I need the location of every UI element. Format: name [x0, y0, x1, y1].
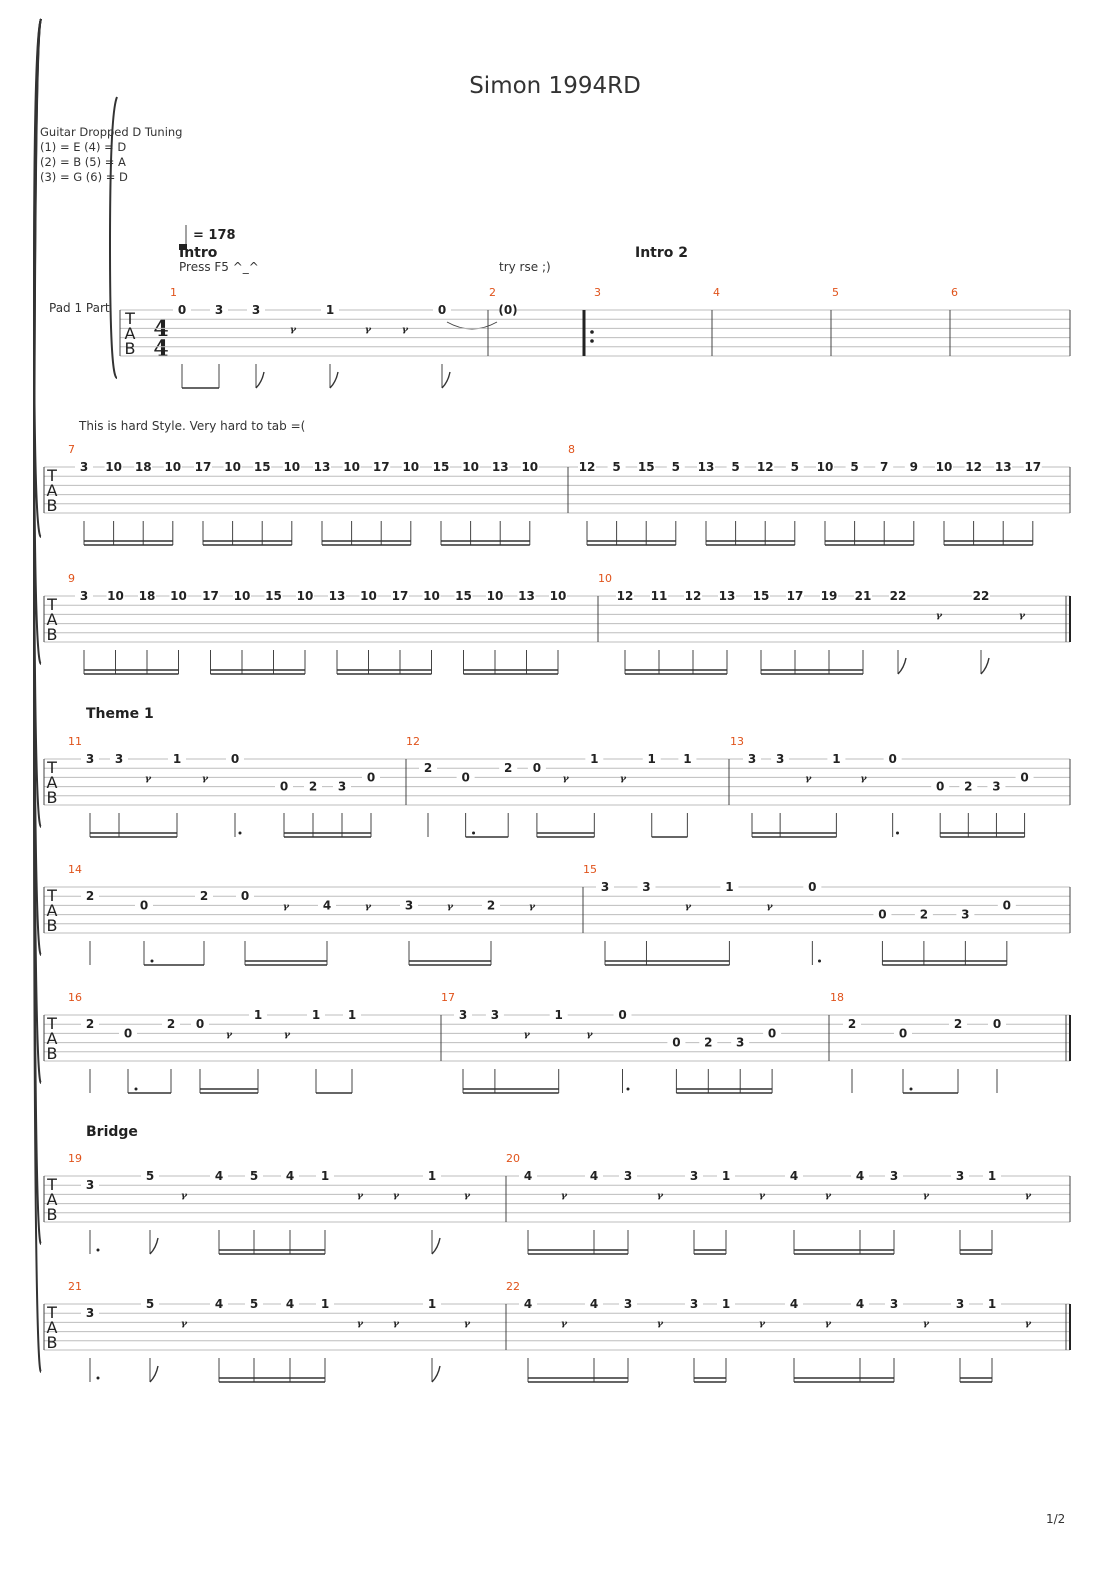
fret-number: 9: [909, 460, 918, 474]
fret-number: 3: [251, 303, 261, 317]
rest-symbol: ᵞ: [392, 1317, 400, 1336]
fret-number: 1: [427, 1169, 437, 1183]
fret-number: 19: [820, 589, 838, 603]
fret-number: 13: [518, 589, 535, 603]
page-number: 1/2: [1046, 1512, 1066, 1526]
tab-letter: T: [47, 595, 57, 614]
fret-number: 17: [194, 460, 212, 474]
tab-letter: B: [46, 625, 58, 644]
tab-letter: B: [46, 788, 58, 807]
fret-number: 10: [296, 589, 314, 603]
fret-number: 10: [343, 460, 360, 474]
rest-symbol: ᵞ: [758, 1189, 766, 1208]
fret-number: 1: [427, 1297, 437, 1311]
fret-number: 13: [328, 589, 346, 603]
fret-number: 3: [747, 752, 757, 766]
note-flag: [330, 372, 338, 388]
measure-number: 17: [441, 991, 455, 1004]
rest-symbol: ᵞ: [446, 900, 454, 919]
fret-number: 1: [725, 880, 734, 894]
fret-number: 0: [808, 880, 817, 894]
fret-number: 3: [85, 1306, 95, 1321]
tab-letter: B: [46, 916, 58, 935]
fret-number: 0: [767, 1026, 777, 1041]
fret-number: 0: [1020, 770, 1029, 785]
fret-number: 1: [253, 1008, 263, 1022]
rest-symbol: ᵞ: [463, 1189, 471, 1208]
fret-number: 3: [955, 1169, 965, 1183]
fret-number: 5: [671, 460, 680, 474]
rest-symbol: ᵞ: [684, 900, 692, 919]
fret-number: 15: [432, 460, 450, 474]
rest-symbol: ᵞ: [824, 1189, 832, 1208]
fret-number: 13: [313, 460, 331, 474]
fret-number: 15: [637, 460, 655, 474]
fret-number: 10: [233, 589, 251, 603]
rest-symbol: ᵞ: [180, 1189, 188, 1208]
fret-number: 5: [145, 1169, 155, 1183]
fret-number: 10: [462, 460, 479, 474]
measure-number: 14: [68, 863, 82, 876]
fret-number: 18: [138, 589, 156, 603]
fret-number: 10: [549, 589, 567, 603]
dot-mark: [627, 1088, 630, 1091]
rest-symbol: ᵞ: [180, 1317, 188, 1336]
track-name: Pad 1 Part: [49, 301, 110, 315]
fret-number: 0: [672, 1035, 681, 1050]
time-sig-top: 4: [153, 316, 169, 342]
fret-number: 3: [404, 898, 414, 913]
fret-number: 1: [347, 1008, 357, 1022]
fret-number: 2: [308, 779, 318, 794]
tuning-line-3: (3) = G (6) = D: [40, 170, 128, 184]
fret-number: 3: [642, 880, 651, 894]
measure-number: 2: [489, 286, 496, 299]
fret-number: 4: [589, 1297, 599, 1311]
fret-number: 4: [789, 1297, 799, 1311]
fret-number: 5: [145, 1297, 155, 1311]
fret-number: 3: [114, 752, 124, 766]
tab-letter: A: [46, 1029, 58, 1048]
fret-number: 2: [166, 1017, 176, 1032]
time-sig-bottom: 4: [153, 336, 169, 362]
dot-mark: [910, 1088, 913, 1091]
dot-mark: [151, 960, 154, 963]
rest-symbol: ᵞ: [225, 1028, 233, 1047]
rest-symbol: ᵞ: [1024, 1189, 1032, 1208]
fret-number: 12: [965, 460, 982, 474]
fret-number: 0: [195, 1017, 205, 1032]
fret-number: 0: [177, 303, 187, 317]
fret-number: 4: [285, 1297, 295, 1311]
tuning-heading: Guitar Dropped D Tuning: [40, 125, 183, 139]
measure-number: 11: [68, 735, 82, 748]
fret-number: 3: [889, 1297, 899, 1311]
text-try: try rse ;): [499, 260, 551, 274]
fret-number: 3: [623, 1297, 633, 1311]
rest-symbol: ᵞ: [758, 1317, 766, 1336]
measure-number: 3: [594, 286, 601, 299]
measure-number: 15: [583, 863, 597, 876]
fret-number: 18: [134, 460, 152, 474]
tempo-value: = 178: [193, 228, 236, 243]
rest-symbol: ᵞ: [364, 900, 372, 919]
dot-mark: [135, 1088, 138, 1091]
rest-symbol: ᵞ: [656, 1189, 664, 1208]
tab-letter: T: [47, 758, 57, 777]
fret-number: 10: [105, 460, 122, 474]
rest-symbol: ᵞ: [805, 772, 812, 791]
fret-number: 15: [253, 460, 271, 474]
fret-number: 12: [684, 589, 702, 603]
fret-number: 3: [775, 752, 785, 766]
fret-number: 10: [935, 460, 953, 474]
rest-symbol: ᵞ: [656, 1317, 664, 1336]
fret-number: 13: [994, 460, 1012, 474]
fret-number: 3: [79, 460, 89, 474]
fret-number: (0): [498, 303, 518, 317]
fret-number: 1: [554, 1008, 563, 1022]
measure-number: 13: [730, 735, 744, 748]
fret-number: 10: [816, 460, 834, 474]
dot-mark: [239, 832, 242, 835]
fret-number: 1: [721, 1297, 731, 1311]
note-flag: [150, 1238, 158, 1254]
rest-symbol: ᵞ: [560, 1189, 568, 1208]
note-flag: [256, 372, 264, 388]
text-press: Press F5 ^_^: [179, 260, 259, 274]
measure-number: 4: [713, 286, 720, 299]
fret-number: 5: [731, 460, 740, 474]
measure-number: 9: [68, 572, 75, 585]
fret-number: 13: [491, 460, 509, 474]
fret-number: 4: [855, 1169, 865, 1183]
fret-number: 3: [79, 589, 89, 603]
fret-number: 10: [164, 460, 182, 474]
fret-number: 3: [992, 779, 1001, 794]
tab-letter: T: [47, 1014, 57, 1033]
rest-symbol: ᵞ: [401, 323, 409, 342]
fret-number: 7: [880, 460, 889, 474]
fret-number: 3: [214, 303, 224, 317]
tab-letter: B: [124, 339, 136, 358]
fret-number: 17: [1024, 460, 1042, 474]
tab-letter: T: [47, 1175, 57, 1194]
fret-number: 3: [689, 1297, 699, 1311]
rest-symbol: ᵞ: [283, 1028, 291, 1047]
rest-symbol: ᵞ: [1024, 1317, 1032, 1336]
fret-number: 4: [855, 1297, 865, 1311]
fret-number: 10: [402, 460, 420, 474]
fret-number: 1: [987, 1169, 997, 1183]
tab-letter: T: [125, 309, 135, 328]
tuning-line-1: (1) = E (4) = D: [40, 140, 127, 154]
measure-number: 8: [568, 443, 575, 456]
tab-letter: A: [46, 1190, 58, 1209]
note-flag: [432, 1238, 440, 1254]
fret-number: 5: [790, 460, 799, 474]
fret-number: 2: [704, 1035, 713, 1050]
dot-mark: [818, 960, 821, 963]
fret-number: 0: [1002, 898, 1012, 913]
fret-number: 4: [589, 1169, 599, 1183]
measure-number: 1: [170, 286, 177, 299]
fret-number: 10: [107, 589, 124, 603]
note-flag: [442, 372, 450, 388]
fret-number: 3: [85, 752, 95, 766]
measure-number: 21: [68, 1280, 82, 1293]
fret-number: 4: [523, 1297, 533, 1311]
fret-number: 22: [889, 589, 907, 603]
fret-number: 13: [697, 460, 715, 474]
tab-letter: B: [46, 1044, 58, 1063]
fret-number: 5: [249, 1297, 259, 1311]
measure-number: 10: [598, 572, 612, 585]
fret-number: 10: [170, 589, 187, 603]
fret-number: 1: [832, 752, 841, 766]
tab-letter: T: [47, 1303, 57, 1322]
fret-number: 2: [504, 761, 513, 776]
fret-number: 5: [612, 460, 621, 474]
fret-number: 1: [647, 752, 656, 766]
tuning-line-2: (2) = B (5) = A: [40, 155, 126, 169]
fret-number: 0: [878, 907, 887, 922]
fret-number: 17: [786, 589, 804, 603]
rest-symbol: ᵞ: [766, 900, 773, 919]
fret-number: 1: [320, 1169, 330, 1183]
tab-letter: A: [46, 901, 58, 920]
dot-mark: [472, 832, 475, 835]
fret-number: 4: [789, 1169, 799, 1183]
dot-mark: [896, 832, 899, 835]
fret-number: 0: [279, 779, 289, 794]
measure-number: 22: [506, 1280, 520, 1293]
fret-number: 10: [360, 589, 377, 603]
rest-symbol: ᵞ: [289, 323, 297, 342]
rest-symbol: ᵞ: [586, 1028, 593, 1047]
fret-number: 17: [202, 589, 219, 603]
fret-number: 12: [578, 460, 596, 474]
fret-number: 3: [889, 1169, 899, 1183]
score-title: Simon 1994RD: [469, 73, 641, 99]
fret-number: 0: [888, 752, 897, 766]
fret-number: 5: [249, 1169, 259, 1183]
note-flag: [432, 1366, 440, 1382]
fret-number: 1: [683, 752, 692, 766]
rest-symbol: ᵞ: [356, 1317, 364, 1336]
tab-letter: T: [47, 886, 57, 905]
rest-symbol: ᵞ: [824, 1317, 832, 1336]
tab-letter: A: [124, 324, 136, 343]
fret-number: 0: [139, 898, 149, 913]
measure-number: 20: [506, 1152, 520, 1165]
rest-symbol: ᵞ: [1018, 609, 1026, 628]
fret-number: 10: [521, 460, 539, 474]
text-hardstyle: This is hard Style. Very hard to tab =(: [79, 419, 306, 433]
fret-number: 4: [214, 1169, 224, 1183]
fret-number: 2: [953, 1017, 963, 1032]
measure-number: 6: [951, 286, 958, 299]
fret-number: 0: [532, 761, 542, 776]
fret-number: 2: [486, 898, 496, 913]
fret-number: 4: [322, 898, 332, 913]
measure-number: 5: [832, 286, 839, 299]
fret-number: 3: [623, 1169, 633, 1183]
rest-symbol: ᵞ: [922, 1189, 930, 1208]
fret-number: 17: [391, 589, 409, 603]
fret-number: 3: [689, 1169, 699, 1183]
fret-number: 3: [85, 1178, 95, 1193]
note-flag: [898, 658, 906, 674]
measure-number: 12: [406, 735, 420, 748]
fret-number: 12: [756, 460, 774, 474]
section-intro-2: Intro 2: [635, 245, 689, 261]
rest-symbol: ᵞ: [562, 772, 569, 791]
rest-symbol: ᵞ: [560, 1317, 568, 1336]
fret-number: 21: [854, 589, 872, 603]
fret-number: 22: [972, 589, 990, 603]
fret-number: 4: [285, 1169, 295, 1183]
fret-number: 15: [455, 589, 472, 603]
rest-symbol: ᵞ: [282, 900, 290, 919]
rest-symbol: ᵞ: [144, 772, 152, 791]
tab-letter: B: [46, 1205, 58, 1224]
fret-number: 13: [718, 589, 736, 603]
fret-number: 3: [961, 907, 970, 922]
fret-number: 15: [752, 589, 770, 603]
fret-number: 0: [437, 303, 447, 317]
repeat-dot: [590, 339, 594, 343]
fret-number: 0: [240, 889, 250, 904]
rest-symbol: ᵞ: [922, 1317, 930, 1336]
fret-number: 1: [721, 1169, 731, 1183]
fret-number: 10: [283, 460, 301, 474]
fret-number: 10: [224, 460, 241, 474]
section-bridge: Bridge: [86, 1124, 138, 1140]
dot-mark: [97, 1249, 100, 1252]
fret-number: 0: [936, 779, 945, 794]
repeat-dot: [590, 330, 594, 334]
measure-number: 16: [68, 991, 82, 1004]
fret-number: 12: [616, 589, 634, 603]
fret-number: 2: [85, 1017, 95, 1032]
measure-number: 19: [68, 1152, 82, 1165]
fret-number: 0: [230, 752, 240, 766]
fret-number: 2: [199, 889, 209, 904]
measure-number: 18: [830, 991, 844, 1004]
fret-number: 0: [898, 1026, 908, 1041]
rest-symbol: ᵞ: [364, 323, 372, 342]
fret-number: 0: [123, 1026, 133, 1041]
fret-number: 3: [600, 880, 610, 894]
fret-number: 3: [955, 1297, 965, 1311]
tab-letter: B: [46, 1333, 58, 1352]
rest-symbol: ᵞ: [392, 1189, 400, 1208]
fret-number: 15: [265, 589, 282, 603]
fret-number: 17: [372, 460, 390, 474]
fret-number: 0: [618, 1008, 627, 1022]
fret-number: 2: [847, 1017, 857, 1032]
fret-number: 3: [458, 1008, 468, 1022]
dot-mark: [97, 1377, 100, 1380]
fret-number: 4: [214, 1297, 224, 1311]
note-flag: [981, 658, 989, 674]
rest-symbol: ᵞ: [528, 900, 536, 919]
tab-letter: A: [46, 481, 58, 500]
fret-number: 1: [987, 1297, 997, 1311]
rest-symbol: ᵞ: [356, 1189, 364, 1208]
note-flag: [150, 1366, 158, 1382]
tab-letter: A: [46, 610, 58, 629]
fret-number: 2: [919, 907, 929, 922]
rest-symbol: ᵞ: [201, 772, 209, 791]
tab-letter: A: [46, 773, 58, 792]
staff-brace: [110, 97, 117, 378]
tab-letter: B: [46, 496, 58, 515]
fret-number: 10: [423, 589, 440, 603]
fret-number: 3: [337, 779, 347, 794]
section-theme-1: Theme 1: [86, 706, 154, 722]
rest-symbol: ᵞ: [935, 609, 943, 628]
fret-number: 3: [736, 1035, 745, 1050]
fret-number: 10: [486, 589, 504, 603]
fret-number: 0: [992, 1017, 1002, 1032]
rest-symbol: ᵞ: [523, 1028, 530, 1047]
tab-letter: T: [47, 466, 57, 485]
fret-number: 4: [523, 1169, 533, 1183]
fret-number: 0: [461, 770, 470, 785]
fret-number: 2: [423, 761, 433, 776]
fret-number: 1: [172, 752, 182, 766]
fret-number: 1: [311, 1008, 321, 1022]
fret-number: 0: [366, 770, 376, 785]
rest-symbol: ᵞ: [619, 772, 627, 791]
measure-number: 7: [68, 443, 75, 456]
fret-number: 1: [325, 303, 335, 317]
fret-number: 1: [320, 1297, 330, 1311]
rest-symbol: ᵞ: [463, 1317, 471, 1336]
fret-number: 3: [490, 1008, 500, 1022]
section-intro: Intro: [179, 245, 218, 261]
rest-symbol: ᵞ: [860, 772, 867, 791]
fret-number: 11: [650, 589, 668, 603]
fret-number: 2: [964, 779, 973, 794]
fret-number: 5: [850, 460, 859, 474]
tab-letter: A: [46, 1318, 58, 1337]
fret-number: 1: [590, 752, 599, 766]
fret-number: 2: [85, 889, 95, 904]
